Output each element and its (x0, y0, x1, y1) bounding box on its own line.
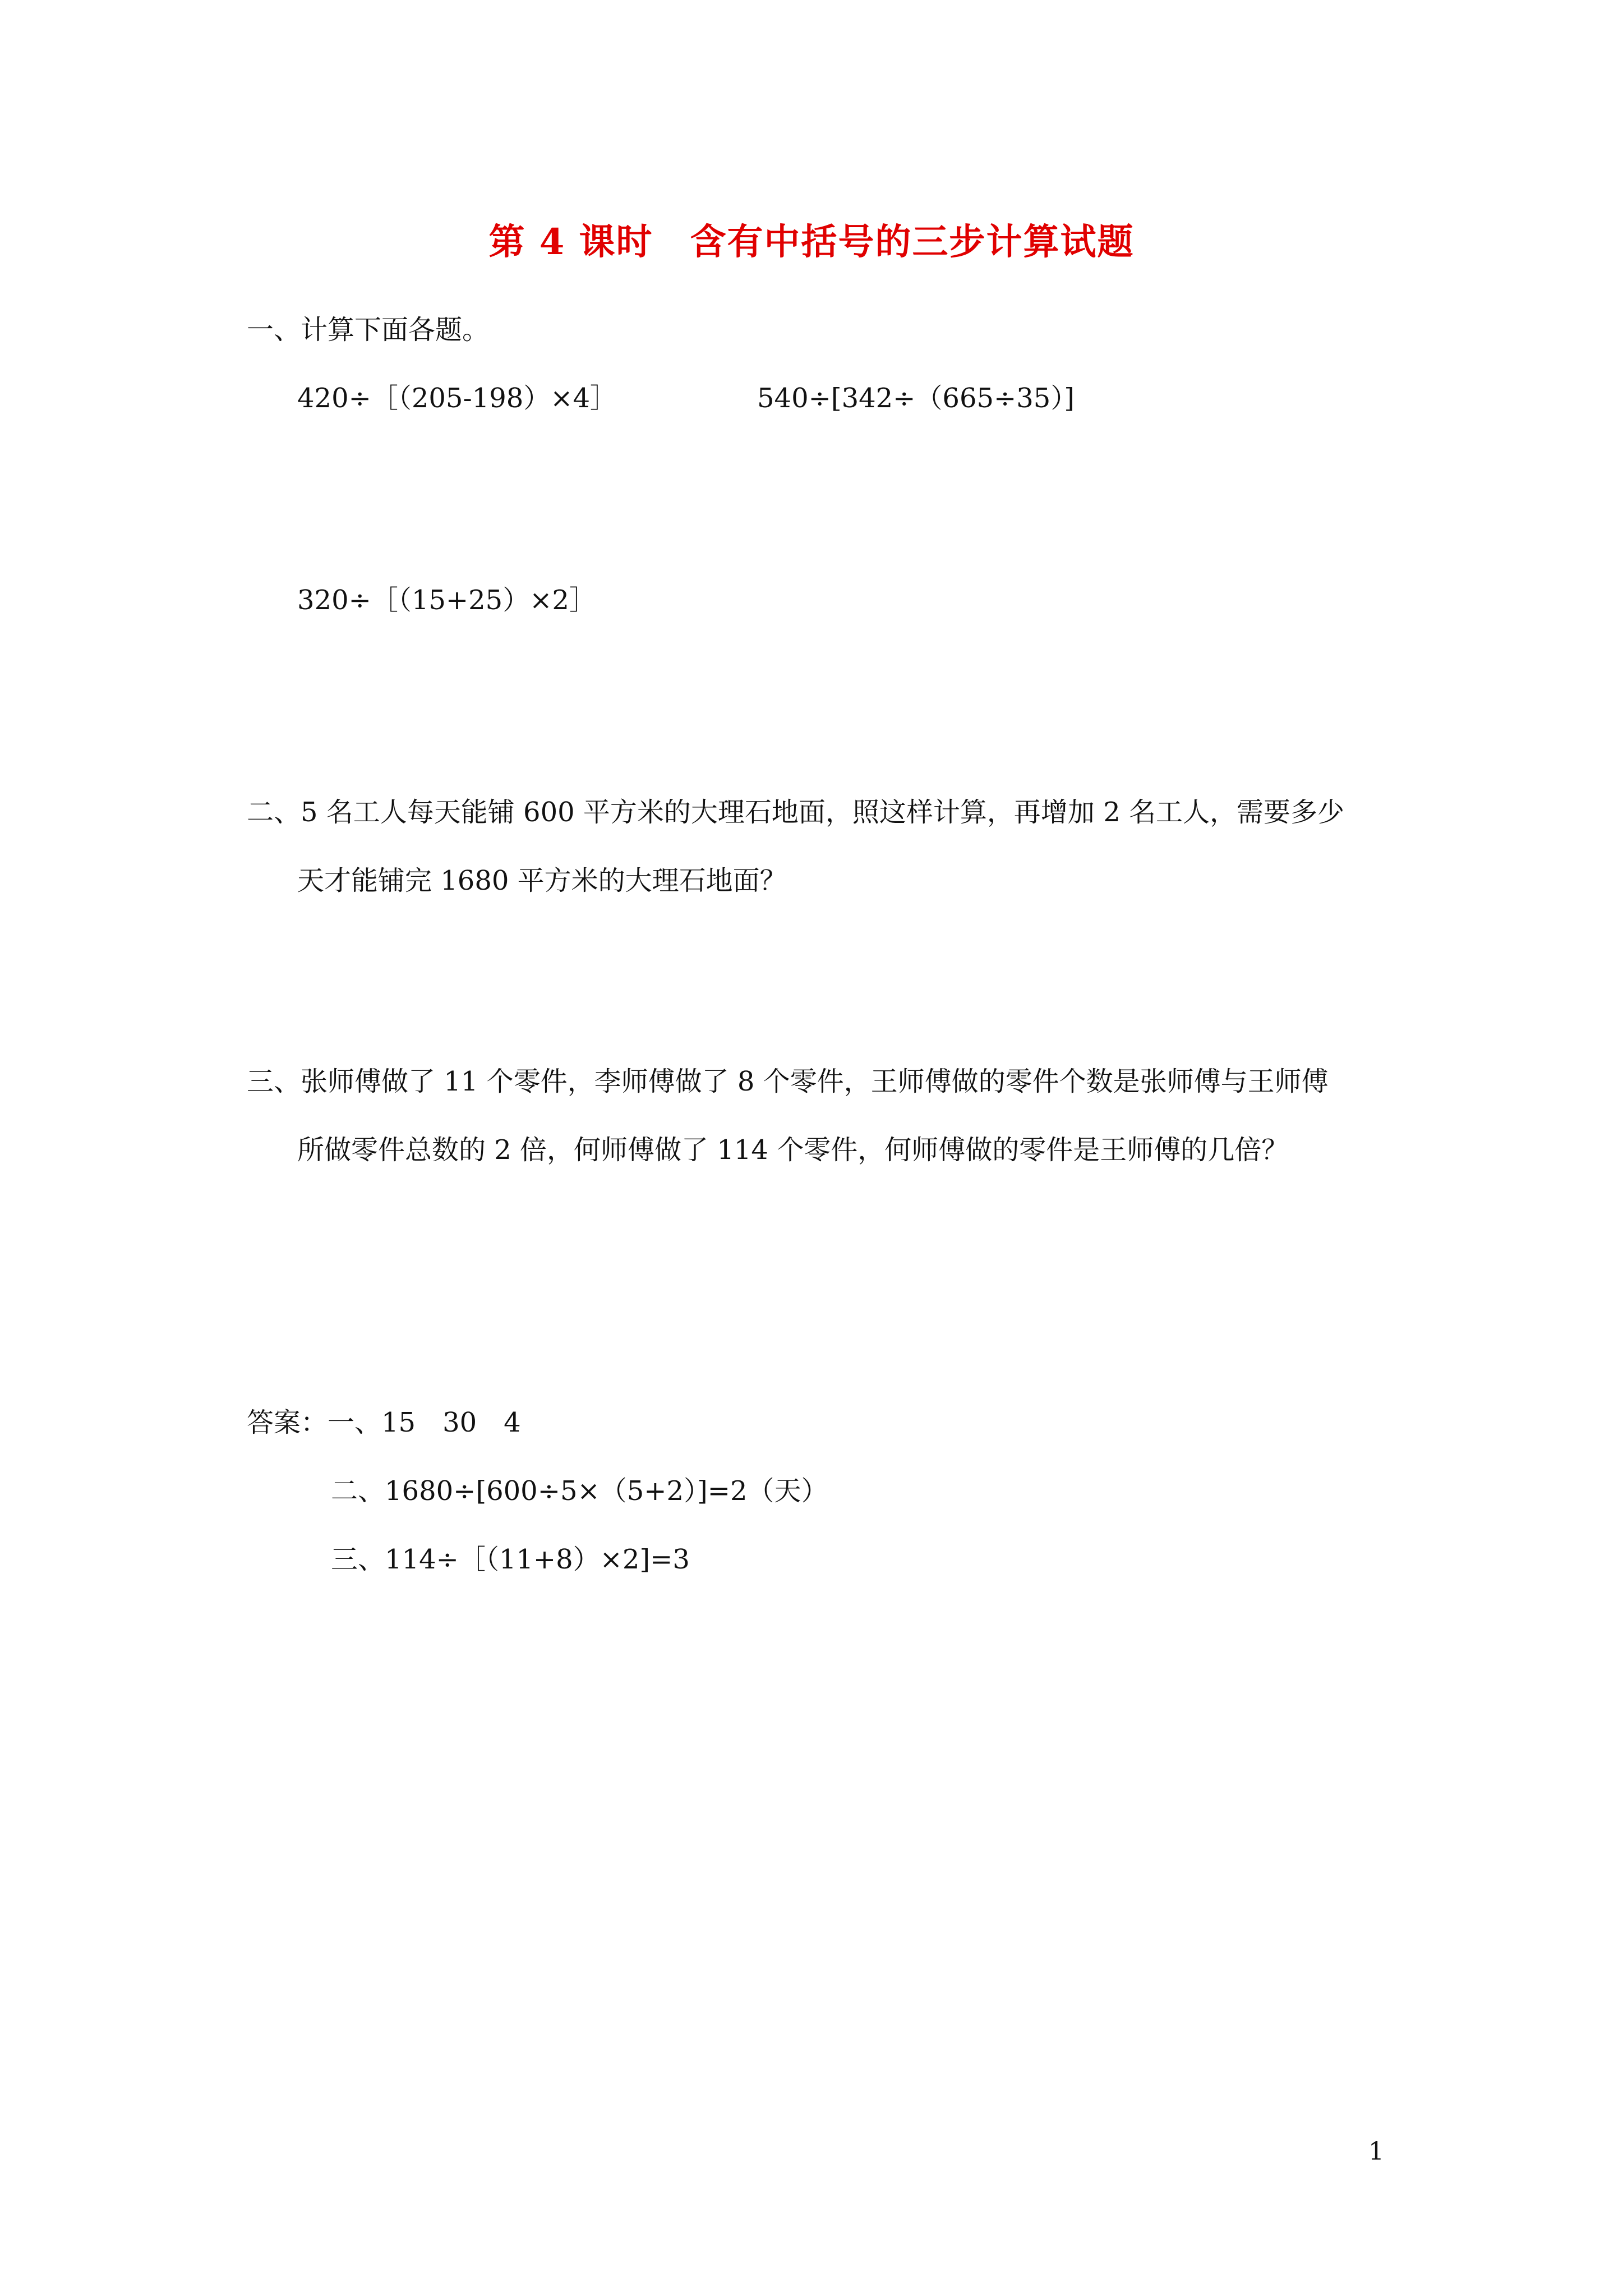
section2-line2: 天才能铺完 1680 平方米的大理石地面？ (297, 865, 787, 896)
page-number: 1 (1368, 2137, 1384, 2166)
problem-3: 320÷［（15+25）×2］ (297, 585, 596, 616)
section1-heading: 一、计算下面各题。 (247, 314, 490, 346)
answers-line1: 答案：一、15 30 4 (247, 1407, 521, 1438)
section3-line2: 所做零件总数的 2 倍，何师傅做了 114 个零件，何师傅做的零件是王师傅的几倍？ (297, 1134, 1289, 1166)
section3-line1: 三、张师傅做了 11 个零件，李师傅做了 8 个零件，王师傅做的零件个数是张师傅与王师傅 (247, 1066, 1329, 1097)
page-title: 第 4 课时 含有中括号的三步计算试题 (488, 221, 1135, 263)
problem-1: 420÷［（205-198）×4］ (297, 383, 617, 414)
answers-line3: 三、114÷［（11+8）×2]=3 (331, 1544, 690, 1575)
section2-line1: 二、5 名工人每天能铺 600 平方米的大理石地面，照这样计算，再增加 2 名工人，需要多少 (247, 797, 1344, 828)
problem-2: 540÷[342÷（665÷35）] (757, 383, 1075, 414)
answers-line2: 二、1680÷[600÷5×（5+2）]=2（天） (331, 1475, 828, 1507)
